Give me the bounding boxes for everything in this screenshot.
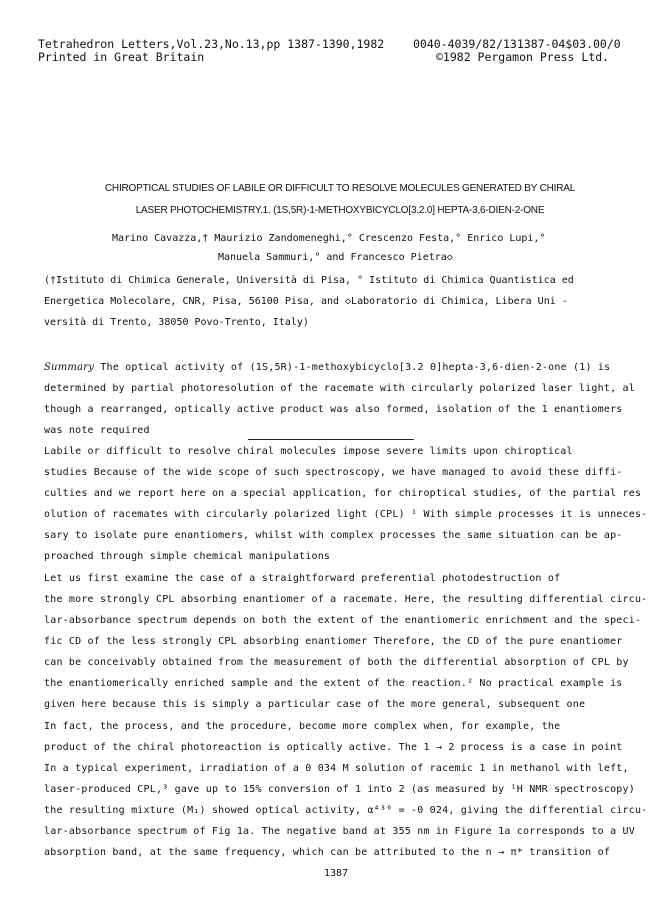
affiliation-line-3: versità di Trento, 38050 Povo-Trento, Italy) [44,317,309,328]
summary-label: Summary [44,362,95,373]
title-line-1: CHIROPTICAL STUDIES OF LABILE OR DIFFICULT TO RESOLVE MOLECULES GENERATED BY CHIRAL [104,183,576,194]
summary-line-1 [44,362,610,373]
authors-line-2: Manuela Sammuri,° and Francesco Pietra◇ [218,252,453,263]
body-line: proached through simple chemical manipulations [44,551,331,562]
body-line: In a typical experiment, irradiation of a 0 034 M solution of racemic 1 in methanol with left, [44,763,629,774]
summary-text-1: The optical activity of (1S,5R)-1-methoxybicyclo[3.2 0]hepta-3,6-dien-2-one (1) is [94,362,611,373]
body-line: fic CD of the less strongly CPL absorbing enantiomer Therefore, the CD of the pure enantiomer [44,636,623,647]
body-line: sary to isolate pure enantiomers, whilst with complex processes the same situation can be ap- [44,530,623,541]
printed-location: Printed in Great Britain [38,50,205,64]
title-line-2: LASER PHOTOCHEMISTRY.1. (1S,5R)-1-METHOXYBICYCLO[3.2.0] HEPTA-3,6-DIEN-2-ONE [135,205,545,216]
summary-line-3: though a rearranged, optically active product was also formed, isolation of the 1 enantiomers [44,404,623,415]
section-divider [248,439,414,440]
summary-line-2: determined by partial photoresolution of the racemate with circularly polarized laser light, al [44,383,635,394]
article-code: 0040-4039/82/131387-04$03.00/0 [413,37,621,51]
body-line: lar-absorbance spectrum of Fig 1a. The negative band at 355 nm in Figure 1a corresponds to a UV [44,826,635,837]
body-line: lar-absorbance spectrum depends on both the extent of the enantiomeric enrichment and the speci- [44,615,642,626]
authors-line-1: Marino Cavazza,† Maurizio Zandomeneghi,° Crescenzo Festa,° Enrico Lupi,° [112,233,546,244]
body-line: the resulting mixture (M₁) showed optical activity, α⁴³⁶ = -0 024, giving the differential circu- [44,805,648,816]
copyright-notice: ©1982 Pergamon Press Ltd. [436,50,610,64]
body-line: absorption band, at the same frequency, which can be attributed to the n → π* transition of [44,847,611,858]
body-line: the enantiomerically enriched sample and the extent of the reaction.² No practical example is [44,678,623,689]
affiliation-line-1: (†Istituto di Chimica Generale, Università di Pisa, ° Istituto di Chimica Quantistica ed [44,275,574,286]
journal-citation: Tetrahedron Letters,Vol.23,No.13,pp 1387-1390,1982 [38,37,385,51]
affiliation-line-2: Energetica Molecolare, CNR, Pisa, 56100 Pisa, and ◇Laboratorio di Chimica, Libera Uni - [44,296,568,307]
body-line: laser-produced CPL,³ gave up to 15% conversion of 1 into 2 (as measured by ¹H NMR spectroscopy) [44,784,635,795]
body-line: given here because this is simply a particular case of the more general, subsequent one [44,699,586,710]
body-line: olution of racemates with circularly polarized light (CPL) ¹ With simple processes it is unneces- [44,509,648,520]
body-line: studies Because of the wide scope of such spectroscopy, we have managed to avoid these diffi- [44,467,623,478]
page-number: 1387 [323,868,349,879]
body-line: Let us first examine the case of a straightforward preferential photodestruction of [44,573,561,584]
body-line: culties and we report here on a special application, for chiroptical studies, of the partial res [44,488,642,499]
body-line: the more strongly CPL absorbing enantiomer of a racemate. Here, the resulting differential circu- [44,594,648,605]
summary-line-4: was note required [44,425,150,436]
body-line: Labile or difficult to resolve chiral molecules impose severe limits upon chiroptical [44,446,573,457]
body-line: product of the chiral photoreaction is optically active. The 1 → 2 process is a case in point [44,742,623,753]
body-line: can be conceivably obtained from the measurement of both the differential absorption of CPL by [44,657,629,668]
body-line: In fact, the process, and the procedure, become more complex when, for example, the [44,721,561,732]
